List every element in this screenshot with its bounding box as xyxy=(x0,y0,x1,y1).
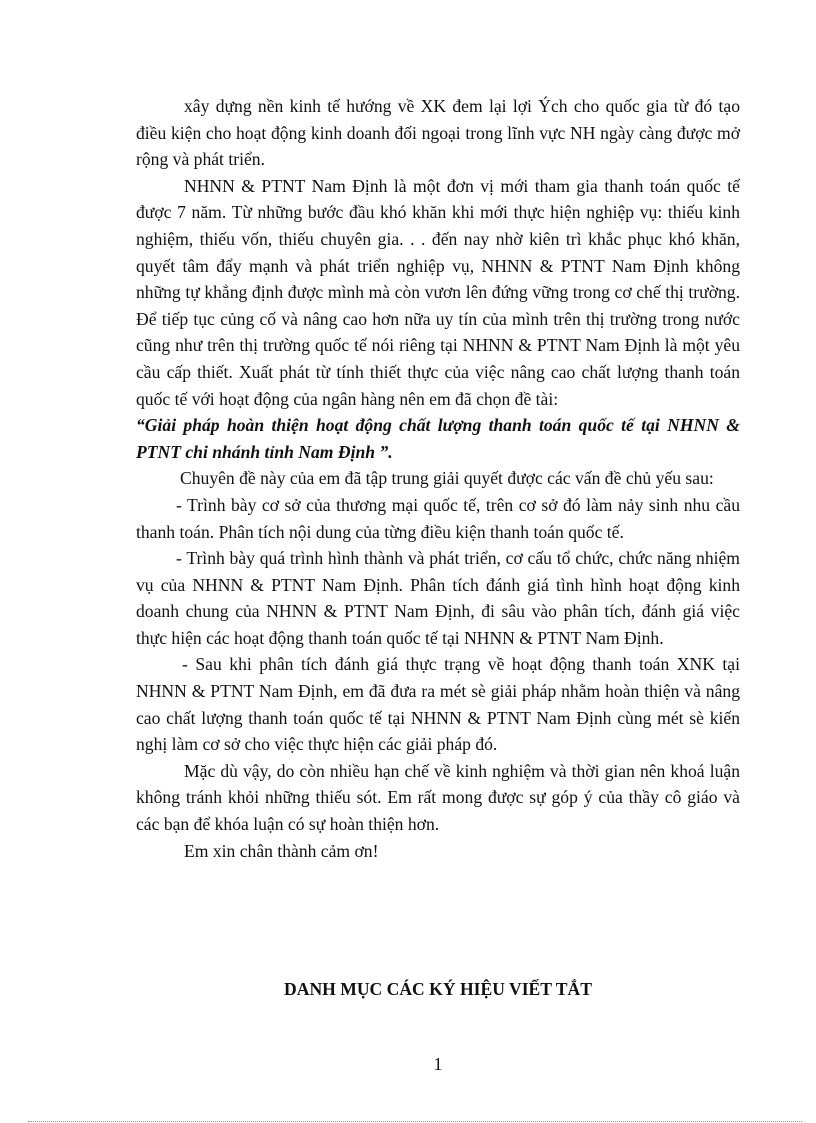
thesis-title: “Giải pháp hoàn thiện hoạt động chất lượng thanh toán quốc tế tại NHNN & PTNT chi nhánh tỉnh Nam Định ”. xyxy=(136,415,740,462)
paragraph-scope: Chuyên đề này của em đã tập trung giải quyết được các vấn đề chủ yếu sau: xyxy=(180,468,714,489)
paragraph-acknowledgement: Mặc dù vậy, do còn nhiều hạn chế về kinh nghiệm và thời gian nên khoá luận không tránh khỏi những thiếu sót. Em rất mong được sự góp ý của thầy cô giáo và các bạn để khóa luận có sự hoàn thiện hơn. xyxy=(136,760,740,835)
paragraph-bank-overview: NHNN & PTNT Nam Định là một đơn vị mới tham gia thanh toán quốc tế được 7 năm. Từ những bước đầu khó khăn khi mới thực hiện nghiệp vụ: thiếu kinh nghiệm, thiếu vốn, thiếu chuyên gia. . . đến nay nhờ kiên trì khắc phục khó khăn, quyết tâm đẩy mạnh và phát triển nghiệp vụ, NHNN & PTNT Nam Định không những tự khẳng định được mình mà còn vươn lên đứng vững trong cơ chế thị trường. Để tiếp tục củng cố và nâng cao hơn nữa uy tín của mình trên thị trường trong nước cũng như trên thị trường quốc tế nói riêng tại NHNN & PTNT Nam Định là một yêu cầu cấp thiết. Xuất phát từ tính thiết thực của việc nâng cao chất lượng thanh toán quốc tế với hoạt động của ngân hàng nên em đã chọn đề tài: xyxy=(136,175,740,409)
page-number: 1 xyxy=(433,1054,443,1074)
list-item-trade-basis: - Trình bày cơ sở của thương mại quốc tế, trên cơ sở đó làm nảy sinh nhu cầu thanh toán. Phân tích nội dung của từng điều kiện thanh toán quốc tế. xyxy=(136,494,740,542)
section-heading: DANH MỤC CÁC KÝ HIỆU VIẾT TẮT xyxy=(284,979,592,999)
list-item-bank-analysis: - Trình bày quá trình hình thành và phát triển, cơ cấu tổ chức, chức năng nhiệm vụ của NHNN & PTNT Nam Định. Phân tích đánh giá tình hình hoạt động kinh doanh chung của NHNN & PTNT Nam Định, đi sâu vào phân tích, đánh giá việc thực hiện các hoạt động thanh toán quốc tế tại NHNN & PTNT Nam Định. xyxy=(136,548,740,648)
paragraph-thanks: Em xin chân thành cảm ơn! xyxy=(184,840,379,861)
list-item-solutions: - Sau khi phân tích đánh giá thực trạng về hoạt động thanh toán XNK tại NHNN & PTNT Nam Định, em đã đưa ra mét sè giải pháp nhằm hoàn thiện và nâng cao chất lượng thanh toán quốc tế tại NHNN & PTNT Nam Định cùng mét sè kiến nghị làm cơ sở cho việc thực hiện các giải pháp đó. xyxy=(136,654,740,755)
body-text xyxy=(136,93,740,864)
page-bottom-border xyxy=(28,1121,802,1122)
paragraph-intro-continuation: xây dựng nền kinh tế hướng về XK đem lại lợi Ých cho quốc gia từ đó tạo điều kiện cho hoạt động kinh doanh đối ngoại trong lĩnh vực NH ngày càng được mở rộng và phát triển. xyxy=(136,96,740,170)
